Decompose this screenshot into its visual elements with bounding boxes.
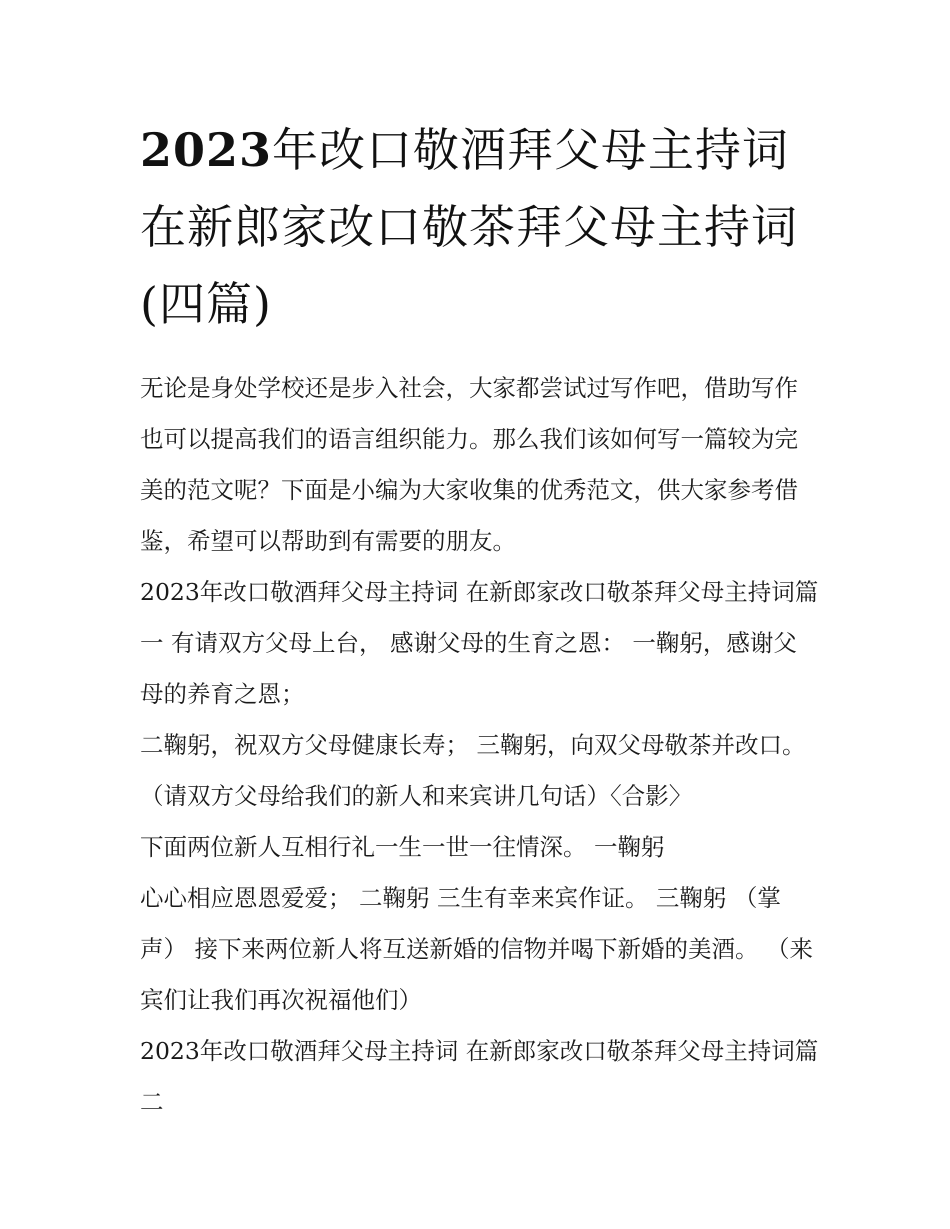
title-year: 2023 [140,123,273,177]
intro-paragraph: 无论是身处学校还是步入社会，大家都尝试过写作吧，借助写作也可以提高我们的语言组织能力。那么我们该如何写一篇较为完美的范文呢？下面是小编为大家收集的优秀范文，供大家参考借鉴，希望可以帮助到有需要的朋友。 [140,374,798,555]
document-page [140,112,820,1128]
section-1-paragraph-4: 心心相应恩恩爱爱； 二鞠躬 三生有幸来宾作证。 三鞠躬 （掌声） 接下来两位新人将互送新婚的信物并喝下新婚的美酒。 （来宾们让我们再次祝福他们） [140,884,813,1014]
section-1-heading: 2023年改口敬酒拜父母主持词 在新郎家改口敬茶拜父母主持词篇一 有请双方父母上台， 感谢父母的生育之恩： 一鞠躬，感谢父母的养育之恩； [140,578,819,708]
document-title [140,112,820,343]
section-1-paragraph-2: 二鞠躬，祝双方父母健康长寿； 三鞠躬，向双父母敬茶并改口。 （请双方父母给我们的新人和来宾讲几句话）〈合影〉 [140,731,806,810]
section-2-heading: 2023年改口敬酒拜父母主持词 在新郎家改口敬茶拜父母主持词篇二 [140,1037,819,1116]
title-text: 年改口敬酒拜父母主持词在新郎家改口敬茶拜父母主持词(四篇) [140,123,798,331]
section-1-paragraph-3: 下面两位新人互相行礼一生一世一往情深。 一鞠躬 [140,833,665,861]
